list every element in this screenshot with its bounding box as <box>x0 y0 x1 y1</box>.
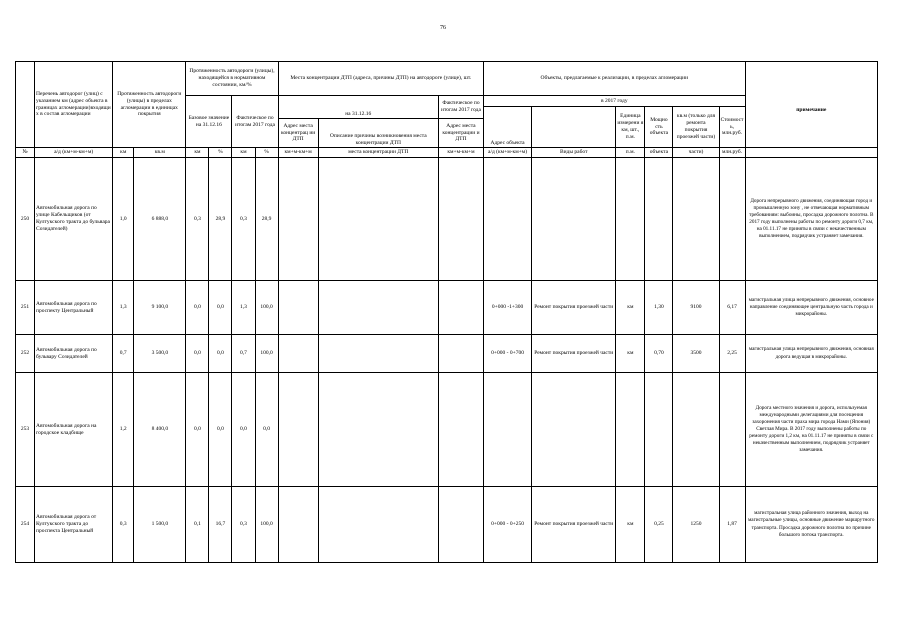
table-row <box>16 158 878 281</box>
row-dtp-reason <box>318 373 438 487</box>
row-note: Дорога непрерывного движения, соединяющая город и промышленную зону , не отвечающая нормативным требованиям: выбоины, просадка дорожного полотна. В 2017 году выполнены работы по ремонту дороги 0,7 км, на 01.11.17 не приняты в связи с некачественным выполнением, подрядчик устраняет замечания. <box>745 158 877 281</box>
table-row <box>16 335 878 373</box>
row-fact-km: 0,0 <box>232 373 255 487</box>
unit-obj-addr: а/д (км+м-км+м) <box>484 148 532 158</box>
header-dtp-reason: Описание причины возникновения места концентрации ДТП <box>318 119 438 148</box>
row-dtp-reason <box>318 335 438 373</box>
table-row <box>16 487 878 563</box>
unit-no: № <box>16 148 35 158</box>
unit-kvm: кв.м <box>134 148 186 158</box>
row-no: 251 <box>16 281 35 335</box>
header-capacity: Мощно сть объекта <box>645 107 673 148</box>
header-dtp-fact-top: Фактическое по итогам 2017 года <box>438 96 483 119</box>
row-len-km: 0,7 <box>113 335 134 373</box>
row-len-km: 0,3 <box>113 487 134 563</box>
header-base: Базовое значение на 31.12.16 <box>186 96 232 148</box>
row-len-sqm: 6 888,0 <box>134 158 186 281</box>
row-dtp-addr <box>278 158 318 281</box>
row-note: Дорога местного значения и дорога, используемая международными делегациями для посещения захоронения части праха мира города Нами (Япония) Светлая Мира. В 2017 году выполнены работы по ремонту дороги 1,2 км, на 01.11.17 не приняты в связи с некачественным выполнением, подрядчик устраняет замечания. <box>745 373 877 487</box>
row-base-pct: 16,7 <box>209 487 232 563</box>
row-road-name: Автомобильная дорога по проспекту Центральный <box>35 281 113 335</box>
row-dtp-fact <box>438 487 483 563</box>
row-base-pct: 0,0 <box>209 281 232 335</box>
row-capacity: 0,70 <box>645 335 673 373</box>
header-cost: Стоимост ь, млн.руб. <box>719 107 745 148</box>
row-capacity: 1,30 <box>645 281 673 335</box>
row-base-km: 0,3 <box>186 158 209 281</box>
row-capacity <box>645 158 673 281</box>
header-fact: Фактическое по итогам 2017 года <box>232 96 278 148</box>
row-fact-pct: 100,0 <box>255 335 278 373</box>
row-road-name: Автомобильная дорога на городское кладбище <box>35 373 113 487</box>
row-dtp-reason <box>318 487 438 563</box>
unit-dtp-reason: места концентрации ДТП <box>318 148 438 158</box>
row-obj-addr <box>484 373 532 487</box>
row-unit: км <box>616 487 645 563</box>
unit-ad: а/д (км+м-км+м) <box>35 148 113 158</box>
row-dtp-reason <box>318 158 438 281</box>
table-row <box>16 281 878 335</box>
row-obj-addr: 0+000 - 0+700 <box>484 335 532 373</box>
row-no: 253 <box>16 373 35 487</box>
row-road-name: Автомобильная дорога от Култукского тракта до проспекта Центральный <box>35 487 113 563</box>
row-work: Ремонт покрытия проезжей части <box>532 487 616 563</box>
header-normative-group: Протяженность автодороги (улицы), находящейся в нормативном состоянии, км/% <box>186 62 278 96</box>
header-year: в 2017 году <box>484 96 746 107</box>
roads-table <box>15 61 878 563</box>
row-dtp-addr <box>278 373 318 487</box>
row-len-sqm: 8 400,0 <box>134 373 186 487</box>
row-base-pct: 0,0 <box>209 335 232 373</box>
row-cost: 6,17 <box>719 281 745 335</box>
row-dtp-fact <box>438 335 483 373</box>
header-length: Протяженность автодороги (улицы) в пределах агломерации в единицах покрытия <box>113 62 186 148</box>
row-len-km: 1,2 <box>113 373 134 487</box>
row-len-sqm: 1 500,0 <box>134 487 186 563</box>
row-fact-pct: 0,0 <box>255 373 278 487</box>
row-unit <box>616 373 645 487</box>
header-dtp-addr: Адрес места концентрац ии ДТП <box>278 119 318 148</box>
row-note: магистральная улица районного значения, выход на магистральные улицы, основные движение маршрутного транспорта. Просадка дорожного полотна по причине большого потока транспорта. <box>745 487 877 563</box>
unit-cap: объекта <box>645 148 673 158</box>
row-fact-km: 0,3 <box>232 158 255 281</box>
page-number: 76 <box>440 25 446 31</box>
unit-fact-km: км <box>232 148 255 158</box>
row-len-km: 1,3 <box>113 281 134 335</box>
row-obj-addr <box>484 158 532 281</box>
header-objects-group: Объекты, предлагаемые к реализации, в пределах агломерации <box>484 62 746 96</box>
row-fact-km: 1,3 <box>232 281 255 335</box>
unit-work: Виды работ <box>532 148 616 158</box>
unit-base-km: км <box>186 148 209 158</box>
row-obj-addr: 0+000 - 0+250 <box>484 487 532 563</box>
row-cost: 1,87 <box>719 487 745 563</box>
unit-sq: части) <box>673 148 719 158</box>
row-cost: 2,25 <box>719 335 745 373</box>
row-fact-km: 0,3 <box>232 487 255 563</box>
unit-base-pct: % <box>209 148 232 158</box>
row-dtp-addr <box>278 281 318 335</box>
row-cost <box>719 373 745 487</box>
row-capacity: 0,25 <box>645 487 673 563</box>
row-dtp-addr <box>278 487 318 563</box>
unit-note <box>745 148 877 158</box>
unit-cost: млн.руб. <box>719 148 745 158</box>
header-unit: Единица измерени я км, шт., п.м. <box>616 107 645 148</box>
unit-km: км <box>113 148 134 158</box>
row-sqm: 1250 <box>673 487 719 563</box>
row-capacity <box>645 373 673 487</box>
header-dtp-date: на 31.12.16 <box>278 96 438 119</box>
row-road-name: Автомобильная дорога по улице Кабельщиков (от Култукского тракта до бульвара Созидателей) <box>35 158 113 281</box>
row-dtp-reason <box>318 281 438 335</box>
row-dtp-fact <box>438 281 483 335</box>
header-dtp-group: Места концентрации ДТП (адреса, причины ДТП) на автодороге (улице), шт. <box>278 62 483 96</box>
row-unit: км <box>616 281 645 335</box>
row-dtp-fact <box>438 373 483 487</box>
table-row <box>16 373 878 487</box>
unit-fact-pct: % <box>255 148 278 158</box>
row-work: Ремонт покрытия проезжей части <box>532 281 616 335</box>
row-unit <box>616 158 645 281</box>
unit-unit: п.м. <box>616 148 645 158</box>
row-road-name: Автомобильная дорога по бульвару Созидателей <box>35 335 113 373</box>
row-fact-km: 0,7 <box>232 335 255 373</box>
row-sqm <box>673 373 719 487</box>
row-fact-pct: 28,9 <box>255 158 278 281</box>
header-note: примечание <box>745 62 877 148</box>
row-len-km: 1,0 <box>113 158 134 281</box>
row-work <box>532 158 616 281</box>
row-len-sqm: 3 500,0 <box>134 335 186 373</box>
row-dtp-addr <box>278 335 318 373</box>
row-base-km: 0,1 <box>186 487 209 563</box>
row-len-sqm: 9 100,0 <box>134 281 186 335</box>
header-road-list: Перечень автодорог (улиц) с указанием км (адрес объекта в границах агломерации)входящи х в состав агломерации <box>35 62 113 148</box>
row-note: магистральная улица непрерывного движения, основная дорога ведущая в микрорайоны. <box>745 335 877 373</box>
row-no: 250 <box>16 158 35 281</box>
row-dtp-fact <box>438 158 483 281</box>
row-base-km: 0,0 <box>186 335 209 373</box>
header-work-top <box>532 107 616 148</box>
row-no: 252 <box>16 335 35 373</box>
header-sqm: кв.м (только для ремонта покрытия проезжей части) <box>673 107 719 148</box>
row-base-pct: 28,9 <box>209 158 232 281</box>
row-sqm: 3500 <box>673 335 719 373</box>
row-sqm <box>673 158 719 281</box>
row-fact-pct: 100,0 <box>255 281 278 335</box>
row-work <box>532 373 616 487</box>
header-no-top <box>16 62 35 148</box>
row-work: Ремонт покрытия проезжей части <box>532 335 616 373</box>
unit-dtp-addr: км+м-км+м <box>278 148 318 158</box>
row-obj-addr: 0+000 -1+300 <box>484 281 532 335</box>
row-unit: км <box>616 335 645 373</box>
row-base-km: 0,0 <box>186 281 209 335</box>
row-cost <box>719 158 745 281</box>
header-obj-addr: Адрес объекта <box>484 107 532 148</box>
row-no: 254 <box>16 487 35 563</box>
header-dtp-fact: Адрес места концентрации и ДТП <box>438 119 483 148</box>
row-sqm: 9100 <box>673 281 719 335</box>
unit-dtp-fact: км+м-км+м <box>438 148 483 158</box>
row-base-pct: 0,0 <box>209 373 232 487</box>
row-base-km: 0,0 <box>186 373 209 487</box>
row-note: магистральная улица непрерывного движения, основное направление соединяющее центральную часть города и микрорайоны. <box>745 281 877 335</box>
row-fact-pct: 100,0 <box>255 487 278 563</box>
